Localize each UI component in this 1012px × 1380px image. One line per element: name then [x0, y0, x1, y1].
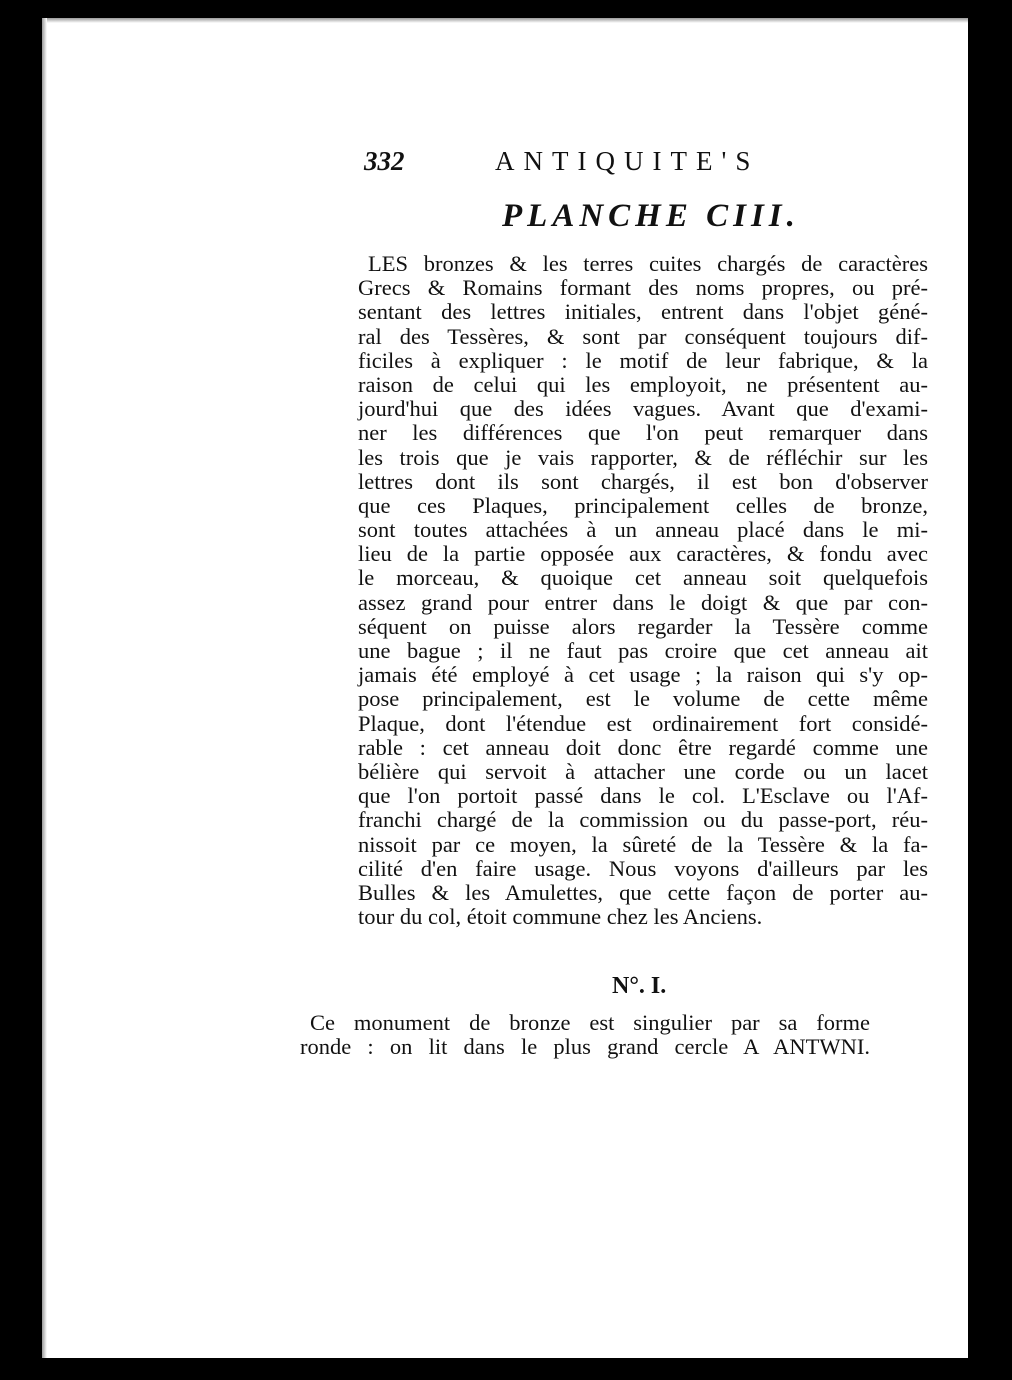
text-line: séquent on puisse alors regarder la Tessère comme — [358, 613, 928, 639]
text-line: Grecs & Romains formant des noms propres, ou pré- — [358, 275, 928, 301]
section-heading-no-1: N°. I. — [612, 973, 667, 999]
text-line: tour du col, étoit commune chez les Anciens. — [358, 904, 763, 930]
text-line: jamais été employé à cet usage ; la raison qui s'y op- — [358, 662, 928, 688]
text-line: ronde : on lit dans le plus grand cercle A ANTWNI. — [300, 1034, 870, 1060]
text-line: lettres dont ils sont chargés, il est bon d'observer — [358, 468, 928, 494]
plate-title: PLANCHE CIII. — [502, 198, 800, 234]
running-head: ANTIQUITE'S — [495, 146, 760, 176]
text-line: que ces Plaques, principalement celles de bronze, — [358, 492, 928, 518]
text-line: sentant des lettres initiales, entrent dans l'objet géné- — [358, 299, 928, 325]
text-line: les trois que je vais rapporter, & de réfléchir sur les — [358, 444, 928, 470]
text-line: une bague ; il ne faut pas croire que cet anneau ait — [358, 638, 928, 663]
text-line: pose principalement, est le volume de cette même — [358, 686, 928, 712]
text-line: nissoit par ce moyen, la sûreté de la Tessère & la fa- — [358, 831, 928, 857]
text-line: assez grand pour entrer dans le doigt & que par con- — [358, 589, 928, 615]
text-line: rable : cet anneau doit donc être regardé comme une — [358, 734, 928, 760]
page-number: 332 — [364, 146, 405, 176]
text-line: cilité d'en faire usage. Nous voyons d'ailleurs par les — [358, 855, 928, 881]
text-line: sont toutes attachées à un anneau placé dans le mi- — [358, 517, 928, 543]
page-header — [42, 146, 968, 186]
text-line: raison de celui qui les employoit, ne présentent au- — [358, 371, 928, 397]
text-line: bélière qui servoit à attacher une corde ou un lacet — [358, 758, 928, 784]
text-line: jourd'hui que des idées vagues. Avant que d'exami- — [358, 396, 928, 422]
book-page — [42, 18, 968, 1358]
paragraph-bronze-monument — [300, 1011, 870, 1059]
page-left-edge-shadow — [42, 18, 47, 1358]
paragraph-tesseres — [358, 252, 928, 929]
text-line: franchi chargé de la commission ou du passe-port, réu- — [358, 807, 928, 833]
text-line: Ce monument de bronze est singulier par sa forme — [310, 1010, 870, 1035]
page-top-edge-shadow — [42, 18, 968, 23]
text-line: le morceau, & quoique cet anneau soit quelquefois — [358, 565, 928, 591]
text-line: lieu de la partie opposée aux caractères, & fondu avec — [358, 541, 928, 567]
text-line: LES bronzes & les terres cuites chargés de caractères — [368, 251, 928, 276]
text-line: que l'on portoit passé dans le col. L'Esclave ou l'Af- — [358, 783, 928, 809]
text-line: Bulles & les Amulettes, que cette façon de porter au- — [358, 879, 928, 905]
text-line: Plaque, dont l'étendue est ordinairement fort considé- — [358, 710, 928, 736]
text-line: ner les différences que l'on peut remarquer dans — [358, 420, 928, 446]
text-line: ficiles à expliquer : le motif de leur fabrique, & la — [358, 347, 928, 373]
text-line: ral des Tessères, & sont par conséquent toujours dif- — [358, 323, 928, 349]
